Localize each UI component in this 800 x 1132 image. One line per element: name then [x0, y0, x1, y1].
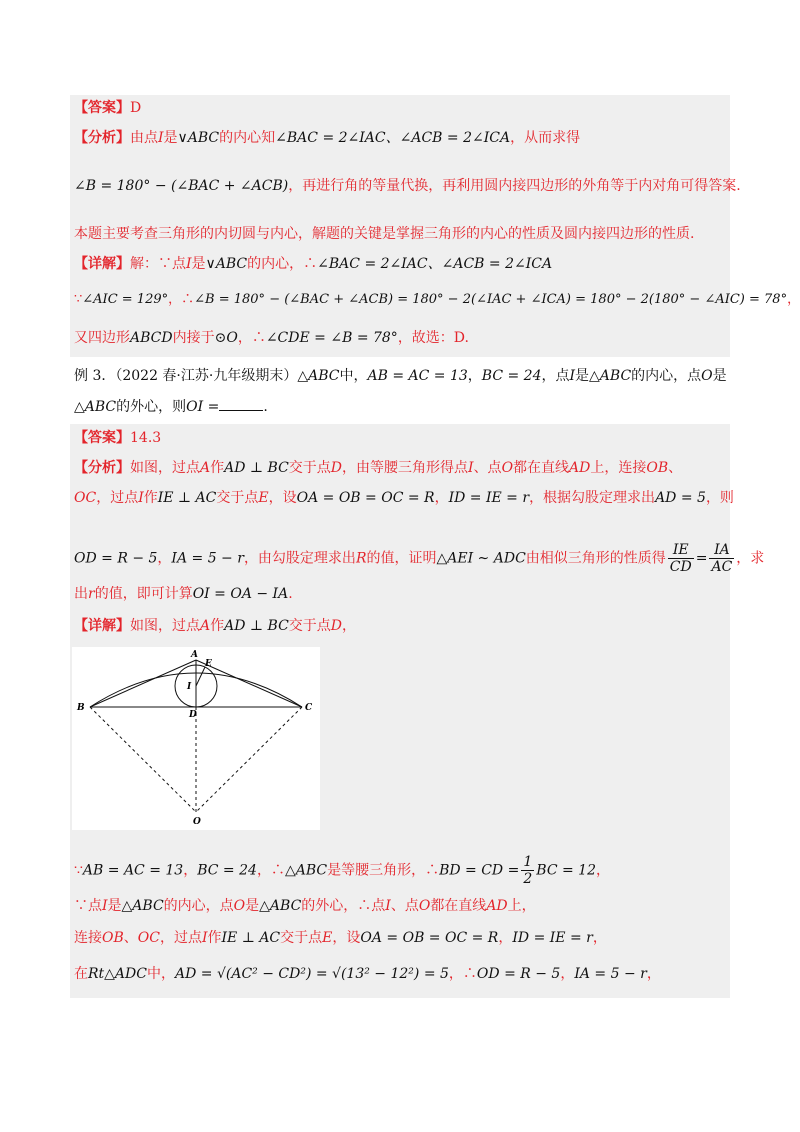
answer-line-2: 【答案】14.3 [74, 430, 162, 446]
fraction-ie-cd: $\frac{IE}{CD}$ [669, 542, 692, 575]
segment-ie [196, 667, 205, 686]
analysis2-line-1: 【分析】如图，过点A作AD ⊥ BC交于点D，由等腰三角形得点I、点O都在直线AD上，连接OB、 [74, 460, 683, 476]
label-d: D [189, 710, 197, 720]
analysis-line-2: ∠B = 180° − (∠BAC + ∠ACB)，再进行角的等量代换，再利用圆内接四边形的外角等于内对角可得答案. [74, 178, 741, 194]
segment-bo [90, 707, 196, 812]
label-b: B [77, 703, 85, 713]
analysis-line-3: 本题主要考查三角形的内切圆与内心，解题的关键是掌握三角形的内心的性质及圆内接四边形的性质. [74, 226, 695, 242]
example-question-line-1: 例 3．（2022 春·江苏·九年级期末）△ABC中，AB = AC = 13，BC = 24，点I是△ABC的内心，点O是 [74, 368, 727, 384]
label-c: C [305, 703, 313, 713]
detail2-line-1: 【详解】如图，过点A作AD ⊥ BC交于点D， [74, 618, 357, 634]
example-question-line-2: △ABC的外心，则OI = . [74, 396, 268, 417]
answer-line-1: 【答案】D [74, 100, 142, 116]
answer-blank [219, 396, 263, 411]
label-a: A [191, 650, 198, 660]
fraction-one-half: $\frac{1}{2}$ [523, 854, 533, 887]
detail2-line-2: ∵AB = AC = 13，BC = 24，∴△ABC是等腰三角形，∴BD = CD = $\frac{1}{2}$ BC = 12， [74, 854, 610, 887]
label-i: I [187, 682, 192, 692]
detail2-line-5: 在Rt△ADC中，AD = √(AC² − CD²) = √(13² − 12²) = 5，∴OD = R − 5，IA = 5 − r， [74, 966, 661, 982]
analysis2-line-4: 出r的值，即可计算OI = OA − IA. [74, 586, 293, 602]
detail2-line-4: 连接OB、OC，过点I作IE ⊥ AC交于点E，设OA = OB = OC = R，ID = IE = r， [74, 930, 607, 946]
detail-line-3: 又四边形ABCD内接于⊙O，∴∠CDE = ∠B = 78°，故选：D. [74, 330, 469, 346]
segment-co [196, 707, 302, 812]
geometry-diagram [72, 647, 320, 830]
detail-line-2: ∵∠AIC = 129°，∴∠B = 180° − (∠BAC + ∠ACB) = 180° − 2(∠IAC + ∠ICA) = 180° − 2(180° − ∠AIC) = 78°， [74, 292, 800, 307]
fraction-ia-ac: $\frac{IA}{AC}$ [711, 542, 733, 575]
analysis-line-1: 【分析】由点I是∨ABC的内心知∠BAC = 2∠IAC、∠ACB = 2∠ICA，从而求得 [74, 130, 581, 146]
analysis2-line-3: OD = R − 5，IA = 5 − r，由勾股定理求出R的值，证明△AEI ∼ ADC由相似三角形的性质得 $\frac{IE}{CD}$ = $\frac{IA}{AC}$ ，求 [74, 542, 765, 575]
detail2-line-3: ∵点I是△ABC的内心，点O是△ABC的外心，∴点I、点O都在直线AD上， [74, 898, 536, 914]
analysis2-line-2: OC，过点I作IE ⊥ AC交于点E，设OA = OB = OC = R，ID = IE = r，根据勾股定理求出AD = 5，则 [74, 490, 734, 506]
label-e: E [205, 659, 212, 669]
detail-line-1: 【详解】解：∵点I是∨ABC的内心，∴∠BAC = 2∠IAC、∠ACB = 2∠ICA [74, 256, 553, 272]
geometry-figure [72, 647, 320, 830]
label-o: O [193, 817, 201, 827]
